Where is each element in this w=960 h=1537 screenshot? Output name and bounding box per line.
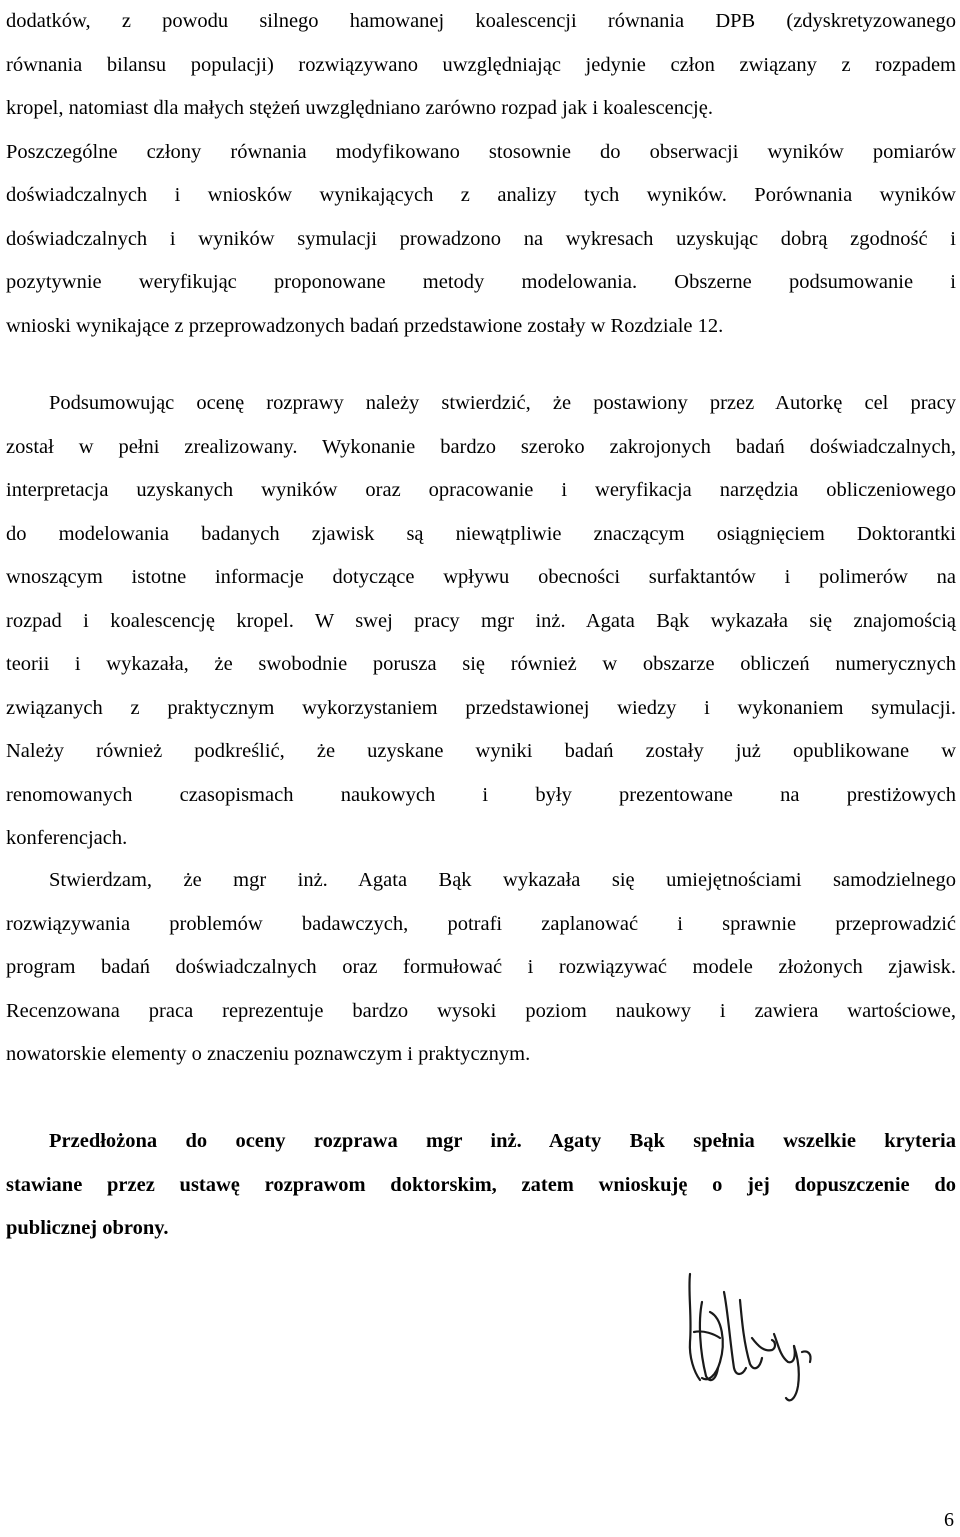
text-line: dodatków, z powodu silnego hamowanej koalescencji równania DPB (zdyskretyzowanego <box>6 10 956 32</box>
text-line: rozwiązywania problemów badawczych, potrafi zaplanować i sprawnie przeprowadzić <box>6 912 956 935</box>
text-line: interpretacja uzyskanych wyników oraz opracowanie i weryfikacja narzędzia obliczeniowego <box>6 479 956 501</box>
text-line: doświadczalnych i wyników symulacji prowadzono na wykresach uzyskując dobrą zgodność i <box>6 227 956 250</box>
paragraph-summary <box>6 382 956 861</box>
text-line: związanych z praktycznym wykorzystaniem przedstawionej wiedzy i wykonaniem symulacji. <box>6 696 956 719</box>
text-line: rozpad i koalescencję kropel. W swej pracy mgr inż. Agata Bąk wykazała się znajomością <box>6 609 956 632</box>
text-line: Podsumowując ocenę rozprawy należy stwierdzić, że postawiony przez Autorkę cel pracy <box>49 392 956 414</box>
text-line: kropel, natomiast dla małych stężeń uwzględniano zarówno rozpad jak i koalescencję. <box>6 97 713 119</box>
text-line: równania bilansu populacji) rozwiązywano uwzględniając jedynie człon związany z rozpadem <box>6 53 956 76</box>
text-line: doświadczalnych i wniosków wynikających z analizy tych wyników. Porównania wyników <box>6 184 956 206</box>
text-line: wnioski wynikające z przeprowadzonych badań przedstawione zostały w Rozdziale 12. <box>6 314 724 337</box>
paragraph-continuation <box>6 0 956 348</box>
paragraph-assessment <box>6 859 956 1077</box>
text-line: Przedłożona do oceny rozprawa mgr inż. Agaty Bąk spełnia wszelkie kryteria <box>49 1130 956 1152</box>
text-line: program badań doświadczalnych oraz formułować i rozwiązywać modele złożonych zjawisk. <box>6 956 956 978</box>
text-line: Należy również podkreślić, że uzyskane wyniki badań zostały już opublikowane w <box>6 740 956 762</box>
paragraph-conclusion <box>6 1120 956 1251</box>
text-line: stawiane przez ustawę rozprawom doktorskim, zatem wnioskuję o jej dopuszczenie do <box>6 1173 956 1196</box>
text-line: renomowanych czasopismach naukowych i były prezentowane na prestiżowych <box>6 783 956 806</box>
text-line: konferencjach. <box>6 827 128 849</box>
text-line: teorii i wykazała, że swobodnie porusza się również w obszarze obliczeń numerycznych <box>6 653 956 675</box>
text-line: pozytywnie weryfikując proponowane metody modelowania. Obszerne podsumowanie i <box>6 271 956 293</box>
text-line: Poszczególne człony równania modyfikowano stosownie do obserwacji wyników pomiarów <box>6 140 956 163</box>
text-line: Recenzowana praca reprezentuje bardzo wysoki poziom naukowy i zawiera wartościowe, <box>6 999 956 1022</box>
handwritten-signature-icon <box>680 1272 840 1412</box>
text-line: Stwierdzam, że mgr inż. Agata Bąk wykazała się umiejętnościami samodzielnego <box>49 869 956 891</box>
text-line: do modelowania badanych zjawisk są niewątpliwie znaczącym osiągnięciem Doktorantki <box>6 522 956 545</box>
text-line: nowatorskie elementy o znaczeniu poznawczym i praktycznym. <box>6 1043 531 1065</box>
text-line: wnoszącym istotne informacje dotyczące wpływu obecności surfaktantów i polimerów na <box>6 566 956 588</box>
page-number: 6 <box>944 1509 954 1531</box>
text-line: został w pełni zrealizowany. Wykonanie bardzo szeroko zakrojonych badań doświadczalnych, <box>6 435 956 458</box>
text-line: publicznej obrony. <box>6 1217 169 1239</box>
